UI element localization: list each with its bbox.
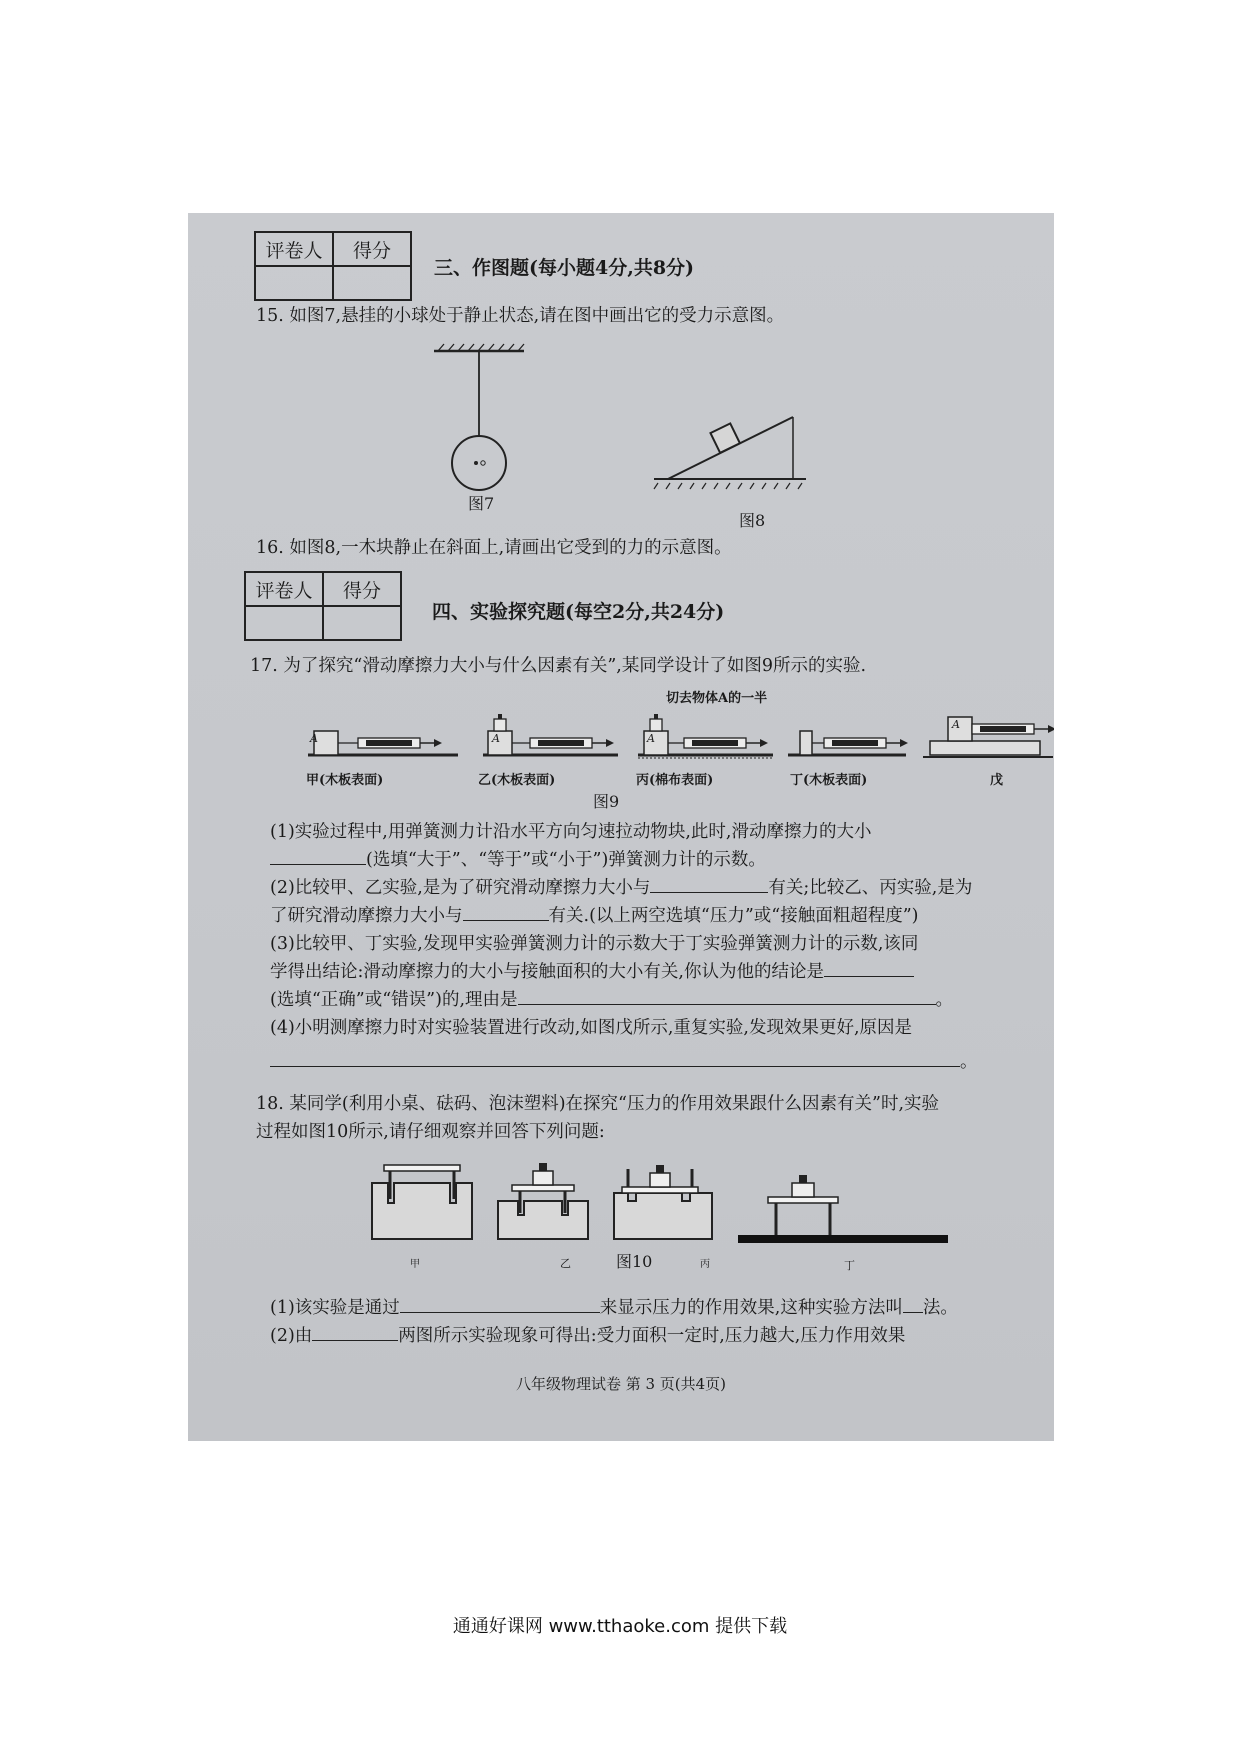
score-cell bbox=[333, 266, 411, 300]
question-15: 15. 如图7,悬挂的小球处于静止状态,请在图中画出它的受力示意图。 bbox=[256, 306, 785, 326]
q17-part4-line2 bbox=[270, 1051, 978, 1073]
answer-blank-8[interactable] bbox=[903, 1297, 923, 1313]
figure-9-caption: 图9 bbox=[593, 792, 620, 811]
question-18-line2: 过程如图10所示,请仔细观察并回答下列问题: bbox=[256, 1122, 605, 1142]
question-18-line1: 18. 某同学(利用小桌、砝码、泡沫塑料)在探究“压力的作用效果跟什么因素有关”时,实验 bbox=[256, 1094, 940, 1114]
q17-part1-line1: (1)实验过程中,用弹簧测力计沿水平方向匀速拉动物块,此时,滑动摩擦力的大小 bbox=[270, 822, 872, 842]
figure-9-cut-note: 切去物体A的一半 bbox=[666, 691, 768, 706]
q17-part3-line1: (3)比较甲、丁实验,发现甲实验弹簧测力计的示数大于丁实验弹簧测力计的示数,该同 bbox=[270, 934, 919, 954]
score-cell bbox=[323, 606, 401, 640]
figure-10-pressure-experiments bbox=[370, 1153, 950, 1273]
q17-part2-mid: 有关;比较乙、丙实验,是为 bbox=[768, 878, 973, 898]
figure-7-hanging-ball bbox=[424, 341, 534, 491]
fig10-label-bing: 丙 bbox=[700, 1259, 710, 1270]
figure-8-incline-block bbox=[648, 413, 818, 498]
fig10-label-yi: 乙 bbox=[560, 1257, 571, 1270]
grader-cell bbox=[245, 606, 323, 640]
q17-part1-line2 bbox=[270, 849, 766, 871]
figure-8-caption: 图8 bbox=[739, 511, 766, 530]
section-3-title: 三、作图题(每小题4分,共8分) bbox=[434, 257, 695, 279]
download-site-footer: 通通好课网 www.tthaoke.com 提供下载 bbox=[452, 1616, 788, 1637]
fig10-label-jia: 甲 bbox=[410, 1259, 420, 1270]
fig9-label-wu: 戊 bbox=[990, 773, 1004, 788]
q17-part2-head: (2)比较甲、乙实验,是为了研究滑动摩擦力大小与 bbox=[270, 878, 651, 898]
score-header: 得分 bbox=[323, 572, 401, 606]
score-header: 得分 bbox=[333, 232, 411, 266]
period: 。 bbox=[960, 1052, 978, 1072]
q17-part2-line1 bbox=[270, 877, 972, 899]
q18-part1 bbox=[270, 1297, 958, 1319]
answer-blank-7[interactable] bbox=[400, 1297, 600, 1313]
block-a-label-5: A bbox=[952, 718, 960, 731]
section-4-title: 四、实验探究题(每空2分,共24分) bbox=[432, 601, 725, 623]
q17-part4-line1: (4)小明测摩擦力时对实验装置进行改动,如图戊所示,重复实验,发现效果更好,原因是 bbox=[270, 1018, 913, 1038]
answer-blank-5[interactable] bbox=[518, 989, 936, 1005]
q17-part3-head: 学得出结论:滑动摩擦力的大小与接触面积的大小有关,你认为他的结论是 bbox=[270, 962, 824, 982]
grader-score-table bbox=[254, 231, 412, 301]
period: 。 bbox=[935, 990, 954, 1010]
q18-part1-head: (1)该实验是通过 bbox=[270, 1298, 400, 1318]
answer-blank-6[interactable] bbox=[270, 1051, 960, 1067]
figure-9-friction-setups bbox=[308, 703, 1054, 763]
fig9-label-yi: 乙(木板表面) bbox=[478, 773, 556, 788]
q17-part3-tail: (选填“正确”或“错误”)的,理由是 bbox=[270, 990, 518, 1010]
q17-part3-line2 bbox=[270, 961, 914, 983]
question-17: 17. 为了探究“滑动摩擦力大小与什么因素有关”,某同学设计了如图9所示的实验. bbox=[250, 656, 867, 676]
q18-part2-head: (2)由 bbox=[270, 1326, 313, 1346]
q18-part1-tail: 法。 bbox=[922, 1298, 958, 1318]
q17-part2-head2: 了研究滑动摩擦力大小与 bbox=[270, 906, 463, 926]
answer-blank-3[interactable] bbox=[463, 905, 549, 921]
q17-part3-line3 bbox=[270, 989, 953, 1011]
grader-cell bbox=[255, 266, 333, 300]
grader-header: 评卷人 bbox=[245, 572, 323, 606]
figure-10-caption: 图10 bbox=[616, 1252, 653, 1271]
q18-part2 bbox=[270, 1325, 905, 1347]
q18-part1-mid: 来显示压力的作用效果,这种实验方法叫 bbox=[599, 1298, 903, 1318]
exam-page-footer: 八年级物理试卷 第 3 页(共4页) bbox=[515, 1375, 727, 1393]
fig10-label-ding: 丁 bbox=[844, 1259, 855, 1272]
fig9-label-bing: 丙(棉布表面) bbox=[636, 773, 714, 788]
question-16: 16. 如图8,一木块静止在斜面上,请画出它受到的力的示意图。 bbox=[256, 538, 732, 558]
block-a-label-1: A bbox=[310, 732, 318, 745]
fig9-label-ding: 丁(木板表面) bbox=[790, 773, 868, 788]
q17-part2-line2 bbox=[270, 905, 919, 927]
block-a-label-2: A bbox=[492, 732, 500, 745]
grader-header: 评卷人 bbox=[255, 232, 333, 266]
answer-blank-9[interactable] bbox=[312, 1325, 398, 1341]
grader-score-table-2 bbox=[244, 571, 402, 641]
figure-7-caption: 图7 bbox=[468, 494, 495, 513]
q18-part2-tail: 两图所示实验现象可得出:受力面积一定时,压力越大,压力作用效果 bbox=[398, 1326, 906, 1346]
q17-part1-tail: (选填“大于”、“等于”或“小于”)弹簧测力计的示数。 bbox=[366, 850, 766, 870]
block-a-label-3: A bbox=[647, 732, 655, 745]
answer-blank-4[interactable] bbox=[824, 961, 914, 977]
answer-blank-2[interactable] bbox=[650, 877, 768, 893]
scanned-exam-page bbox=[188, 213, 1054, 1441]
fig9-label-jia: 甲(木板表面) bbox=[306, 773, 384, 788]
q17-part2-tail: 有关.(以上两空选填“压力”或“接触面粗超程度”) bbox=[548, 906, 919, 926]
answer-blank-1[interactable] bbox=[270, 849, 366, 865]
